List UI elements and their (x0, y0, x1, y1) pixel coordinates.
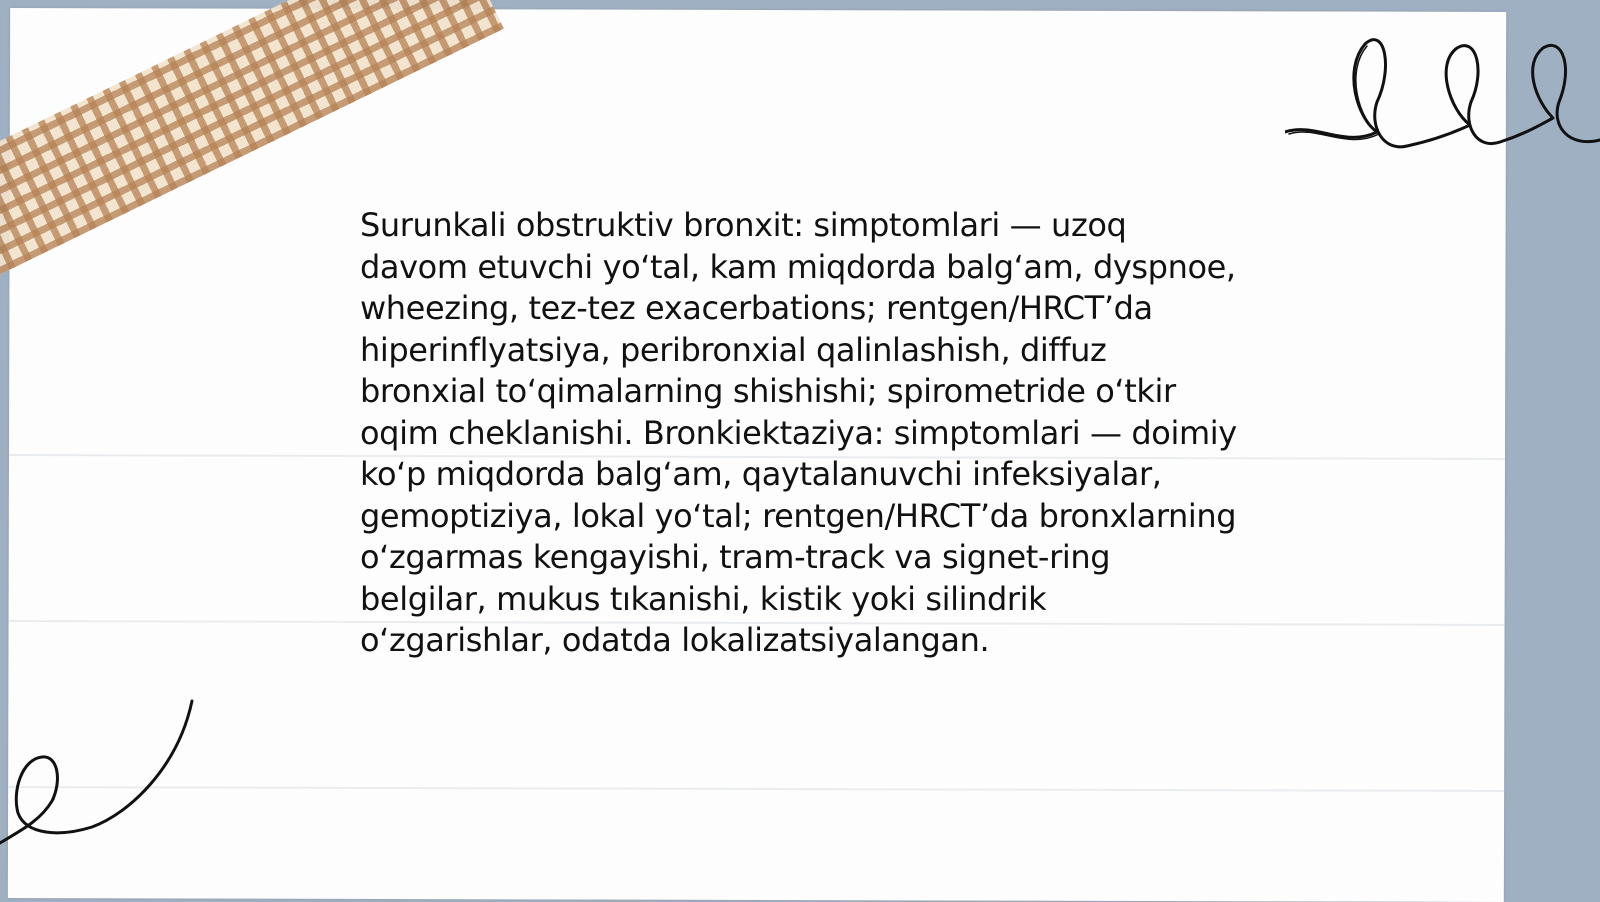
loop-scribble-top-right-icon (1285, 30, 1600, 170)
paper-fold-line (8, 786, 1504, 792)
loop-scribble-bottom-left-icon (0, 695, 200, 845)
slide-body-text: Surunkali obstruktiv bronxit: simptomlari — uzoq davom etuvchi yo‘tal, kam miqdorda balg‘am, dyspnoe, wheezing, tez-tez exacerbations; rentgen/HRCT’da hiperinflyatsiya, peribronxial qalinlashish, diffuz bronxial to‘qimalarning shishishi; spirometride o‘tkir oqim cheklanishi. Bronkiektaziya: simptomlari — doimiy ko‘p miqdorda balg‘am, qaytalanuvchi infeksiyalar, gemoptiziya, lokal yo‘tal; rentgen/HRCT’da bronxlarning o‘zgarmas kengayishi, tram-track va signet-ring belgilar, mukus tıkanishi, kistik yoki silindrik o‘zgarishlar, odatda lokalizatsiyalangan. (360, 206, 1237, 659)
